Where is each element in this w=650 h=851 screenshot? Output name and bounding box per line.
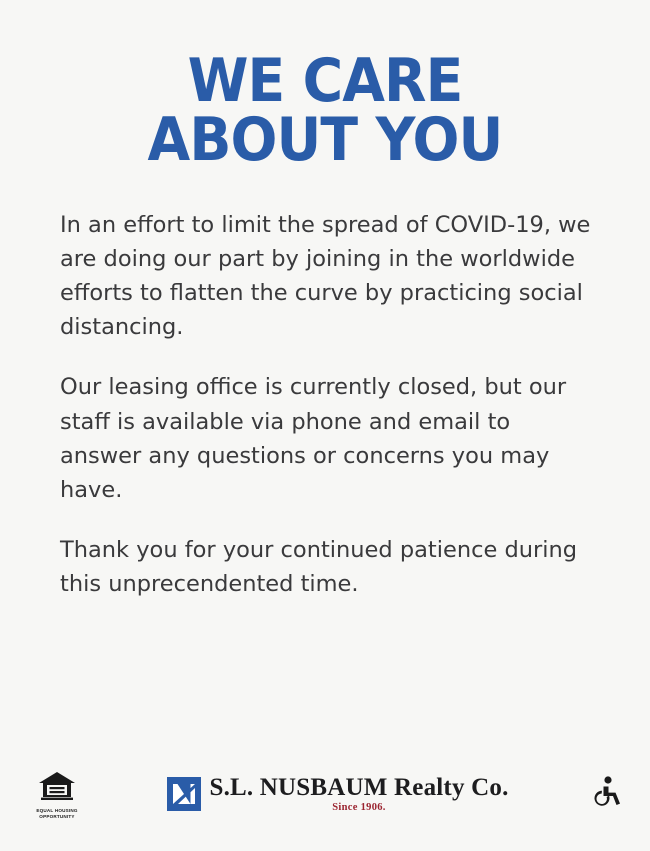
brand-text: [209, 775, 508, 814]
brand-logo: [98, 775, 578, 814]
brand-name: S.L. NUSBAUM Realty Co.: [209, 773, 509, 801]
body-copy: [60, 208, 592, 602]
equal-housing-opportunity-icon: [37, 769, 77, 806]
brand-since: Since 1906.: [332, 801, 386, 813]
equal-housing-caption-line-1: EQUAL HOUSING: [36, 807, 78, 813]
sln-monogram-icon: [167, 777, 201, 811]
equal-housing-caption-line-2: OPPORTUNITY: [39, 813, 75, 819]
equal-housing-logo: [26, 769, 88, 819]
footer: [0, 759, 650, 829]
headline-line-2: ABOUT YOU: [147, 104, 503, 175]
wheelchair-accessible-icon: [594, 775, 624, 814]
paragraph-2: Our leasing office is currently closed, but our staff is available via phone and email to answer any questions or concerns you may have.: [60, 374, 567, 503]
headline-line-1: WE CARE: [187, 46, 463, 116]
equal-housing-caption: [36, 808, 77, 819]
paragraph-3: Thank you for your continued patience during this unprecendented time.: [60, 537, 578, 598]
accessibility-logo: [578, 775, 624, 814]
page-title: [26, 46, 624, 175]
paragraph-1: In an effort to limit the spread of COVID-19, we are doing our part by joining in the worldwide efforts to flatten the curve by practicing social distancing.: [60, 211, 591, 341]
